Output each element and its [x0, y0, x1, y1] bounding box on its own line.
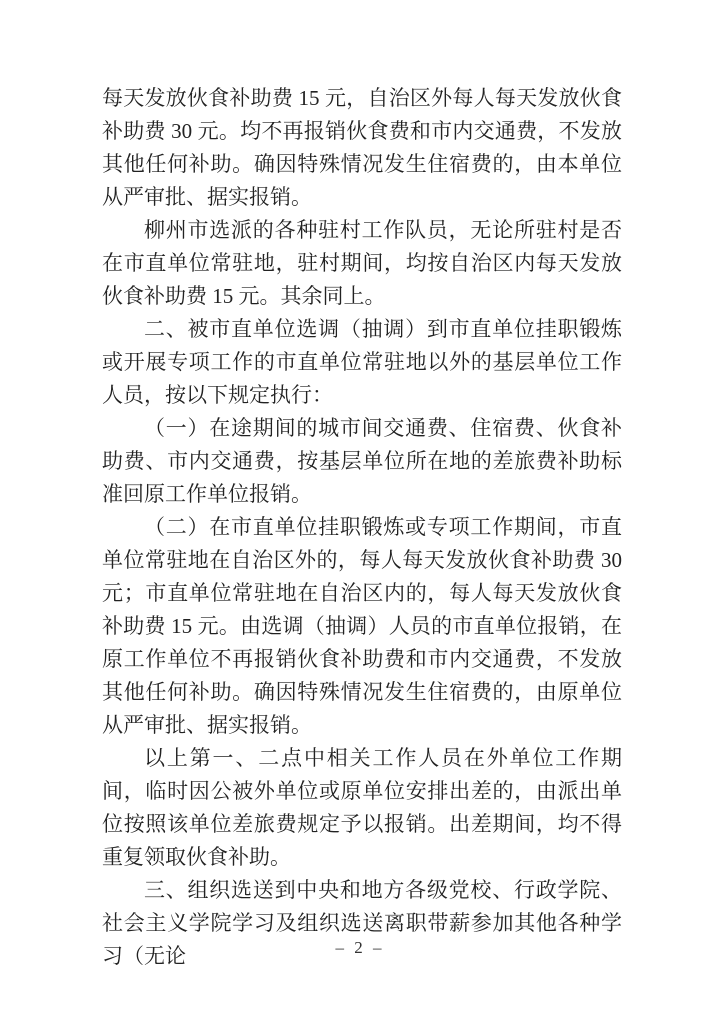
page-number: – 2 – — [335, 938, 385, 957]
document-paragraph: 二、被市直单位选调（抽调）到市直单位挂职锻炼或开展专项工作的市直单位常驻地以外的基层单位工作人员，按以下规定执行： — [102, 317, 622, 407]
document-paragraph: （一）在途期间的城市间交通费、住宿费、伙食补助费、市内交通费，按基层单位所在地的差旅费补助标准回原工作单位报销。 — [102, 416, 622, 506]
document-paragraph: （二）在市直单位挂职锻炼或专项工作期间，市直单位常驻地在自治区外的，每人每天发放伙食补助费 30 元；市直单位常驻地在自治区内的，每人每天发放伙食补助费 15 元。由选调（抽调）人员的市直单位报销，在原工作单位不再报销伙食补助费和市内交通费，不发放其他任何补助。确因特殊情况发生住宿费的，由原单位从严审批、据实报销。 — [102, 515, 622, 737]
document-paragraph: 三、组织选送到中央和地方各级党校、行政学院、社会主义学院学习及组织选送离职带薪参加其他各种学习（无论 — [102, 878, 622, 968]
document-paragraph: 每天发放伙食补助费 15 元，自治区外每人每天发放伙食补助费 30 元。均不再报销伙食费和市内交通费，不发放其他任何补助。确因特殊情况发生住宿费的，由本单位从严审批、据实报销。 — [102, 86, 622, 209]
document-paragraph: 柳州市选派的各种驻村工作队员，无论所驻村是否在市直单位常驻地，驻村期间，均按自治区内每天发放伙食补助费 15 元。其余同上。 — [102, 218, 622, 308]
document-body — [102, 82, 622, 973]
document-paragraph: 以上第一、二点中相关工作人员在外单位工作期间，临时因公被外单位或原单位安排出差的，由派出单位按照该单位差旅费规定予以报销。出差期间，均不得重复领取伙食补助。 — [102, 746, 622, 869]
